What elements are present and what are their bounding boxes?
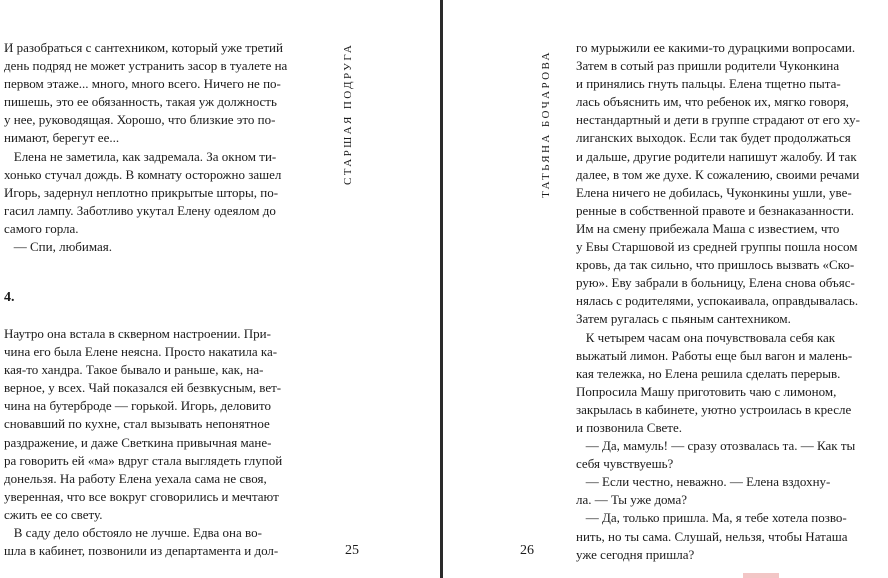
- text-line: гасил лампу. Заботливо укутал Елену одеялом до: [4, 202, 276, 218]
- text-line: шла в кабинет, позвонили из департамента и дол-: [4, 543, 279, 559]
- text-line: В саду дело обстояло не лучше. Едва она во-: [4, 525, 262, 541]
- left-text-column-2: [4, 325, 310, 560]
- edge-mark: [743, 573, 779, 578]
- text-line: и позвонила Свете.: [576, 419, 682, 435]
- text-line: нялась с родителями, успокаивала, оправдывалась.: [576, 293, 859, 309]
- text-line: раздражение, и даже Светкина привычная мане-: [4, 434, 272, 450]
- text-line: самого горла.: [4, 220, 79, 236]
- right-page: [443, 0, 888, 578]
- text-line: Наутро она встала в скверном настроении. При-: [4, 326, 271, 341]
- text-line: И разобраться с сантехником, который уже третий: [4, 40, 283, 55]
- text-line: — Спи, любимая.: [4, 239, 112, 255]
- text-line: сновавший по кухне, стал вызывать непонятное: [4, 416, 270, 432]
- running-head-left: СТАРШАЯ ПОДРУГА: [342, 42, 354, 185]
- text-line: К четырем часам она почувствовала себя как: [576, 329, 836, 345]
- text-line: кая-то хандра. Такое бывало и раньше, как, на-: [4, 362, 264, 378]
- text-line: лась объяснить им, что ребенок их, мягко говоря,: [576, 94, 849, 110]
- text-line: — Да, только пришла. Ма, я тебе хотела позво-: [576, 510, 847, 526]
- text-line: ренные в собственной правоте и безнаказанности.: [576, 202, 855, 218]
- text-line: кровь, да так сильно, что пришлось вызвать «Ско-: [576, 257, 855, 273]
- text-line: и принялись гнуть пальцы. Елена тщетно пыта-: [576, 76, 841, 92]
- page-number-right: 26: [520, 543, 534, 558]
- text-line: рую». Еву забрали в больницу, Елена снова объяс-: [576, 275, 855, 291]
- text-line: выжатый лимон. Работы еще был вагон и малень-: [576, 347, 853, 363]
- text-line: далее, в том же духе. К сожалению, своими речами: [576, 166, 860, 182]
- text-line: пишешь, это ее обязанность, такая уж должность: [4, 94, 277, 110]
- left-text-column: [4, 39, 310, 256]
- text-line: го мурыжили ее какими-то дурацкими вопросами.: [576, 40, 856, 55]
- page-number-left: 25: [345, 543, 359, 558]
- text-line: нить, но ты сама. Слушай, нельзя, чтобы Наташа: [576, 528, 848, 544]
- text-line: донельзя. На работу Елена уехала сама не своя,: [4, 470, 267, 486]
- text-line: уже сегодня пришла?: [576, 546, 695, 562]
- running-head-right: ТАТЬЯНА БОЧАРОВА: [540, 50, 552, 198]
- text-line: Игорь, задернул неплотно прикрытые шторы, по-: [4, 184, 279, 200]
- text-line: ла. — Ты уже дома?: [576, 492, 687, 508]
- text-line: нестандартный и дети в группе страдают от его ху-: [576, 112, 861, 128]
- left-page: [0, 0, 440, 578]
- text-line: себя чувствуешь?: [576, 456, 674, 472]
- text-line: чина его была Елене неясна. Просто накатила ка-: [4, 344, 278, 360]
- text-line: — Если честно, неважно. — Елена вздохну-: [576, 474, 831, 490]
- text-line: закрылась в кабинете, уютно устроилась в кресле: [576, 401, 852, 417]
- text-line: у нее, руководящая. Хорошо, что близкие это по-: [4, 112, 276, 128]
- text-line: Им на смену прибежала Маша с известием, что: [576, 220, 840, 236]
- text-line: уверенная, что все вокруг сговорились и мечтают: [4, 488, 279, 504]
- text-line: верное, у всех. Чай показался ей безвкусным, вет-: [4, 380, 282, 396]
- right-text-column: [576, 39, 888, 564]
- text-line: первом этаже... много, много всего. Ничего не по-: [4, 76, 281, 92]
- text-line: хонько стучал дождь. В комнату осторожно зашел: [4, 166, 282, 182]
- text-line: чина на бутерброде — горькой. Игорь, деловито: [4, 398, 271, 414]
- text-line: Елена не заметила, как задремала. За окном ти-: [4, 148, 277, 164]
- text-line: у Евы Старшовой из средней группы пошла носом: [576, 239, 858, 255]
- text-line: — Да, мамуль! — сразу отозвалась та. — Как ты: [576, 438, 856, 454]
- text-line: ра говорить ей «ма» вдруг стала выглядеть глупой: [4, 452, 283, 468]
- text-line: Затем ругалась с пьяным сантехником.: [576, 311, 791, 327]
- text-line: лиганских выходок. Если так будет продолжаться: [576, 130, 851, 146]
- text-line: Затем в сотый раз пришли родители Чуконкина: [576, 58, 840, 74]
- text-line: сжить ее со свету.: [4, 506, 103, 522]
- text-line: день подряд не может устранить засор в туалете на: [4, 58, 288, 74]
- text-line: нимают, берегут ее...: [4, 130, 120, 146]
- text-line: кая тележка, но Елена решила сделать перерыв.: [576, 365, 841, 381]
- text-line: Елена ничего не добилась, Чуконкины ушли, уве-: [576, 184, 852, 200]
- text-line: Попросила Машу приготовить чаю с лимоном,: [576, 383, 837, 399]
- chapter-heading: 4.: [4, 290, 15, 305]
- text-line: и дальше, другие родители напишут жалобу. И так: [576, 148, 857, 164]
